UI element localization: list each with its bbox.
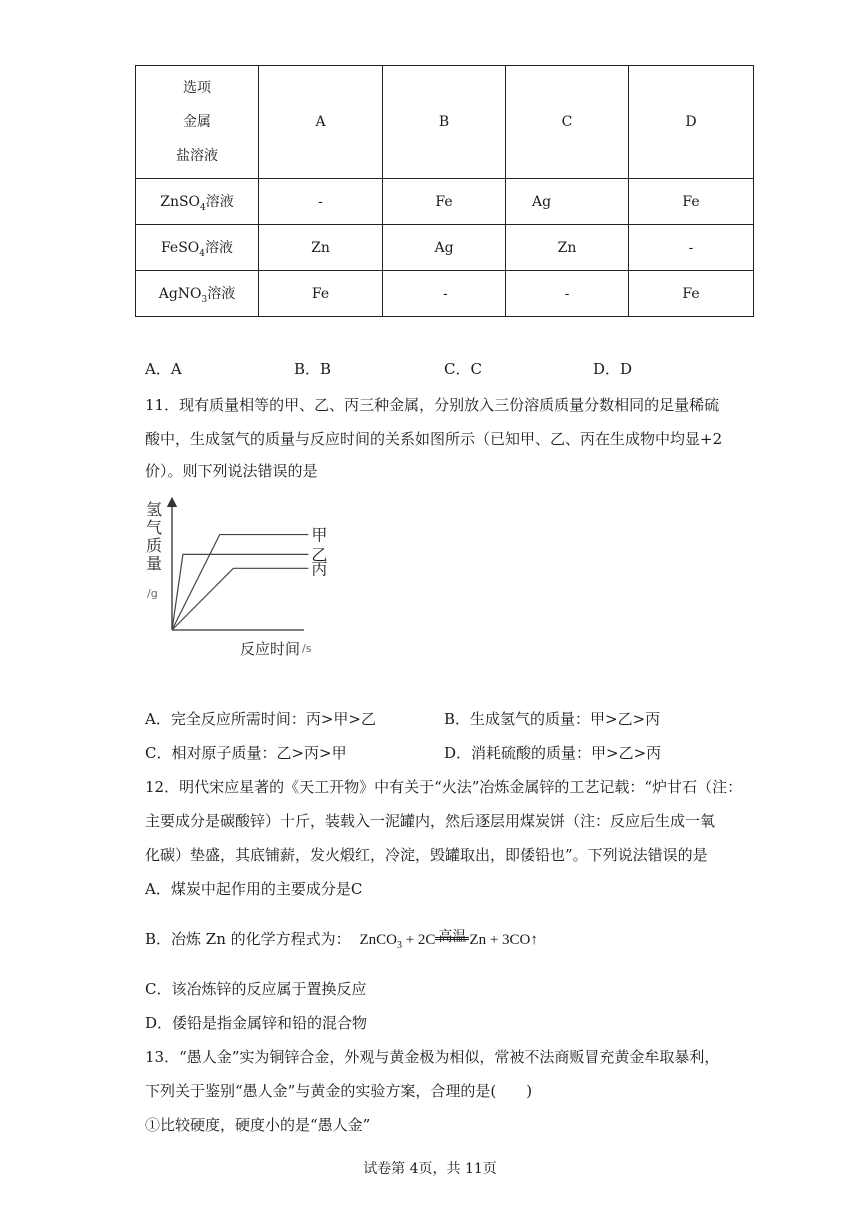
table-cell: Fe bbox=[629, 179, 754, 225]
q10-option-d: D．D bbox=[593, 360, 633, 378]
q11-option-a: A．完全反应所需时间：丙>甲>乙 bbox=[145, 710, 376, 728]
table-cell: Ag bbox=[383, 225, 506, 271]
table-cell: Fe bbox=[629, 271, 754, 317]
q10-option-b: B．B bbox=[294, 360, 332, 378]
series-group bbox=[172, 526, 327, 630]
q12-stem-line: 主要成分是碳酸锌）十斤，装载入一泥罐内，然后逐层用煤炭饼（注：反应后生成一氧 bbox=[145, 812, 716, 830]
y-axis-unit: /g bbox=[147, 587, 158, 600]
y-axis-label-char: 量 bbox=[146, 554, 163, 573]
q12-option-b bbox=[145, 928, 538, 951]
q12-option-c: C．该冶炼锌的反应属于置换反应 bbox=[145, 980, 367, 998]
series-label: 甲 bbox=[311, 525, 328, 545]
table-row bbox=[136, 225, 754, 271]
table-header-row bbox=[136, 66, 754, 179]
q11-option-c: C．相对原子质量：乙>丙>甲 bbox=[145, 744, 347, 762]
corner-label-metal: 金属 bbox=[183, 114, 211, 130]
table-corner-cell bbox=[136, 66, 259, 179]
q10-option-a: A．A bbox=[145, 360, 182, 378]
q11-stem-line: 价）。则下列说法错误的是 bbox=[145, 462, 318, 480]
q12-option-b-label: B．冶炼 Zn 的化学方程式为： bbox=[145, 930, 351, 948]
table-cell: Zn bbox=[506, 225, 629, 271]
q10-option-c: C．C bbox=[444, 360, 482, 378]
page-footer: 试卷第 4页，共 11页 bbox=[363, 1161, 497, 1177]
x-axis-label: 反应时间 bbox=[240, 640, 301, 658]
series-line-3 bbox=[172, 568, 308, 630]
row-label: AgNO$_3$溶液 bbox=[136, 271, 259, 317]
column-header-b: B bbox=[383, 66, 506, 179]
y-axis-label-char: 质 bbox=[146, 536, 163, 555]
q12-option-a: A．煤炭中起作用的主要成分是C bbox=[145, 880, 363, 898]
table-cell: - bbox=[629, 225, 754, 271]
q12-stem-line: 12．明代宋应星著的《天工开物》中有关于“火法”冶炼金属锌的工艺记载：“炉甘石（注： bbox=[145, 778, 743, 796]
chemical-equation: ZnCO$_3$ + 2C 高温 Zn + 3CO↑ bbox=[359, 929, 538, 951]
table-cell: - bbox=[259, 179, 383, 225]
column-header-c: C bbox=[506, 66, 629, 179]
table-row bbox=[136, 271, 754, 317]
q11-option-d: D．消耗硫酸的质量：甲>乙>丙 bbox=[444, 744, 662, 762]
series-line-2 bbox=[172, 554, 308, 630]
q13-stem-line: 下列关于鉴别“愚人金”与黄金的实验方案，合理的是( ) bbox=[145, 1082, 533, 1100]
table-cell: - bbox=[383, 271, 506, 317]
column-header-d: D bbox=[629, 66, 754, 179]
hydrogen-mass-chart bbox=[144, 497, 328, 662]
q11-stem-line: 酸中，生成氢气的质量与反应时间的关系如图所示（已知甲、乙、丙在生成物中均显+2 bbox=[145, 430, 723, 448]
column-header-a: A bbox=[259, 66, 383, 179]
series-line-1 bbox=[172, 535, 308, 630]
table-cell: Fe bbox=[259, 271, 383, 317]
q12-stem-line: 化碳）垫盛，其底铺薪，发火煅红，冷淀，毁罐取出，即倭铅也”。下列说法错误的是 bbox=[145, 846, 708, 864]
series-label: 丙 bbox=[311, 559, 328, 579]
table-cell: - bbox=[506, 271, 629, 317]
table-row bbox=[136, 179, 754, 225]
row-label: ZnSO$_4$溶液 bbox=[136, 179, 259, 225]
y-axis-label-char: 氢 bbox=[146, 500, 163, 519]
q11-stem-line: 11．现有质量相等的甲、乙、丙三种金属，分别放入三份溶质质量分数相同的足量稀硫 bbox=[145, 396, 720, 414]
table-cell: Zn bbox=[259, 225, 383, 271]
row-label: FeSO$_4$溶液 bbox=[136, 225, 259, 271]
q13-item-1: ①比较硬度，硬度小的是“愚人金” bbox=[145, 1116, 371, 1134]
table-cell: Ag bbox=[506, 179, 629, 225]
q12-option-d: D．倭铅是指金属锌和铅的混合物 bbox=[145, 1014, 368, 1032]
x-axis-unit: /s bbox=[302, 642, 312, 655]
metal-salt-table bbox=[135, 65, 754, 317]
series-label: 乙 bbox=[311, 545, 328, 565]
q13-stem-line: 13．“愚人金”实为铜锌合金，外观与黄金极为相似，常被不法商贩冒充黄金牟取暴利， bbox=[145, 1048, 720, 1066]
corner-label-option: 选项 bbox=[183, 80, 211, 96]
corner-label-salt: 盐溶液 bbox=[176, 148, 218, 164]
gas-arrow-icon: ↑ bbox=[530, 932, 538, 948]
q11-option-b: B．生成氢气的质量：甲>乙>丙 bbox=[444, 710, 661, 728]
y-axis-label-char: 气 bbox=[146, 518, 163, 537]
table-cell: Fe bbox=[383, 179, 506, 225]
y-axis-label bbox=[146, 500, 162, 573]
